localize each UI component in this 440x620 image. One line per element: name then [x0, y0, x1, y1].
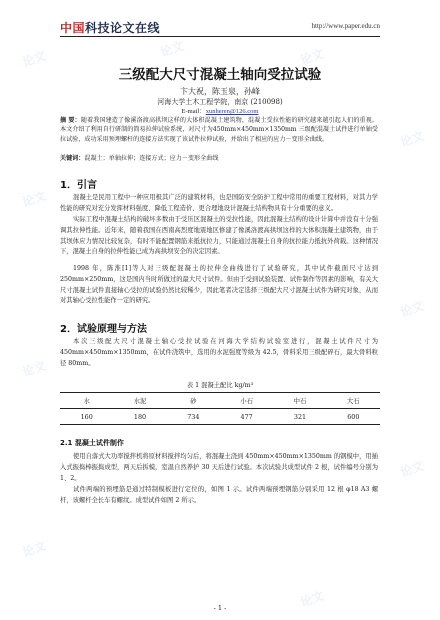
table-header-cell: 小石: [220, 393, 273, 409]
table-header-cell: 大石: [327, 393, 380, 409]
watermark: 论文: [20, 48, 48, 70]
logo-red-text: 中国: [60, 21, 86, 35]
table-header-cell: 中石: [273, 393, 326, 409]
specimen-paragraph-2: 试件两端的预埋筋是通过特制模板进行定位的，如图 1 示。试件两端预埋钢筋分别采用 12 根 φ18 A3 螺杆，该螺杆全长车有螺纹。成型试件如图 2 所示。: [60, 486, 378, 504]
header-divider: [60, 36, 380, 37]
table-cell: 180: [113, 409, 166, 425]
table-caption: 表 1 混凝土配比 kg/m³: [186, 382, 254, 389]
watermark: 论文: [20, 358, 48, 380]
abstract-text: 随着我国建造了像溪洛渡高拱坝这样的大体积混凝土建筑物，混凝土受拉性能的研究越来越引起人们的重视。本文介绍了利用自行研制的简易拉伸试验系统，对尺寸为450mm×450mm×1350mm 三级配混凝土试件进行单轴受拉试验，成功采用预埋螺杆的连接方法实现了该试件拉伸试验，并给出了相应的应力－变形全曲线。: [60, 117, 379, 143]
logo-dark-text: 科技论文在线: [85, 21, 161, 35]
keywords-label: 关键词：: [60, 155, 85, 162]
paper-title: 三级配大尺寸混凝土轴向受拉试验: [118, 67, 322, 83]
watermark: 论文: [298, 588, 326, 610]
watermark: 论文: [20, 188, 48, 210]
watermark: 论文: [158, 38, 186, 60]
table-header-row: [60, 393, 380, 409]
table-header-cell: 水: [60, 393, 113, 409]
specimen-paragraph-1: 使用自落式大功率搅拌机将原材料搅拌均匀后，将混凝土浇到 450mm×450mm×1350mm 的钢模中，用插入式振捣棒振捣成型，两天后拆模，室温自然养护 30 天后进行试验。本次试验共成型试件 2 根，试件编号分别为 1、2。: [60, 453, 378, 482]
table-cell: 321: [273, 409, 326, 425]
watermark: 论文: [398, 458, 426, 480]
page-number: - 1 -: [213, 604, 227, 612]
keywords-text: 混凝土；单轴拉伸；连接方式；应力－变形全曲线: [84, 155, 219, 162]
abstract-label: 摘 要：: [60, 117, 81, 124]
section-heading-method: 2．试验原理与方法: [60, 324, 147, 335]
keywords: [60, 154, 378, 163]
table-cell: 477: [220, 409, 273, 425]
site-logo[interactable]: [60, 19, 160, 36]
page-header: [0, 0, 440, 38]
watermark: 论文: [398, 298, 426, 320]
intro-paragraph-2: 实际工程中混凝土结构的破坏多数由于受压区混凝土的受拉性能，因此混凝土结构的设计计算中并没有十分强调其拉伸性能。近年来，随着我国在西南高烈度地震地区修建了像溪洛渡高拱坝这样的大体积混凝土建筑物，由于其坝体应力情况比较复杂，有时不能配置钢筋来抵抗拉力，只能通过混凝土自身的抗拉能力抵抗外荷载。这种情况下，混凝土自身的拉伸性能已成为高拱坝安全的决定因素。: [60, 216, 378, 256]
mix-ratio-table: [60, 392, 380, 425]
table-row: [60, 409, 380, 425]
table-cell: 160: [60, 409, 113, 425]
table-header-cell: 砂: [167, 393, 220, 409]
paper-affiliation: 河海大学土木工程学院，南京 (210098): [157, 98, 283, 106]
watermark: 论文: [298, 46, 326, 68]
table-cell: 734: [167, 409, 220, 425]
section-heading-intro: 1．引言: [60, 180, 97, 191]
table-header-cell: 水泥: [113, 393, 166, 409]
email-label: E-mail：: [181, 108, 206, 115]
paper-authors: 卞大祝，陈玉泉，孙峰: [180, 87, 260, 96]
watermark: 论文: [20, 538, 48, 560]
table-cell: 600: [327, 409, 380, 425]
method-paragraph-1: 本次三级配大尺寸混凝土轴心受拉试验在河海大学结构试验室进行，混凝土试件尺寸为 450mm×450mm×1350mm，在试件浇筑中，选用的水泥强度等级为 42.5，骨料采用三级配碎石，最大骨料粒径 80mm。: [60, 338, 378, 367]
intro-paragraph-1: 混凝土是民用工程中一种应用极其广泛的建筑材料，也是国防安全防护工程中常用的重要工程材料，对其力学性能的研究对充分发挥材料强度、降低工程造价、更合理地设计混凝土结构物具有十分重要的意义。: [60, 194, 378, 212]
subsection-heading-specimen: 2.1 混凝土试件制作: [60, 439, 124, 447]
site-url[interactable]: http://www.paper.edu.cn: [311, 22, 380, 30]
intro-paragraph-3: 1998 年，陈淮[1]等人对三级配混凝土的拉伸全曲线进行了试验研究，其中试件截面尺寸达到 250mm×250mm，这是国内当时所做过的最大尺寸试件。但由于受到试验装置、试件制作等因素的影响，有关大尺寸混凝土试件直接轴心受拉的试验仍然比较稀少，因此笔者决定选择三级配大尺寸混凝土试件为研究对象，从而对其轴心受拉性能作一定的研究。: [60, 265, 378, 305]
watermark: 论文: [398, 128, 426, 150]
email-link[interactable]: xunheren@126.com: [205, 108, 259, 115]
abstract: [60, 116, 378, 144]
author-email-line: [0, 106, 440, 115]
